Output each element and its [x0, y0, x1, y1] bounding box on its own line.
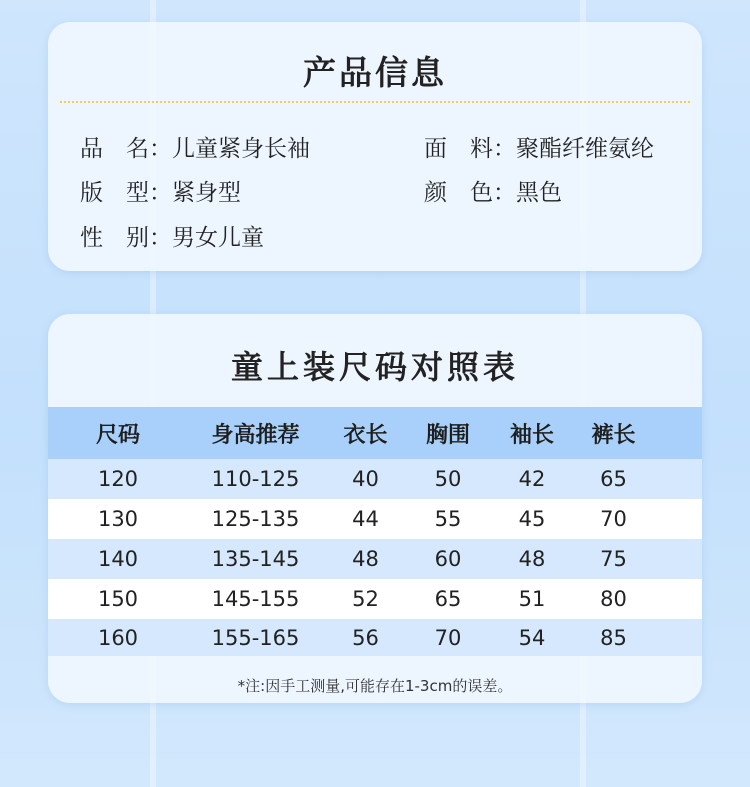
header-height: 身高推荐	[211, 422, 300, 448]
table-cell: 145-155	[211, 587, 300, 611]
table-cell: 48	[518, 547, 546, 571]
table-cell: 130	[97, 507, 139, 531]
table-cell: 45	[518, 507, 546, 531]
spec-separator: ：	[149, 180, 172, 206]
table-cell: 135-145	[211, 547, 300, 571]
spec-label: 颜 色	[424, 180, 493, 206]
table-spacer	[651, 459, 702, 499]
header-spacer	[651, 407, 702, 459]
table-spacer	[651, 539, 702, 579]
table-cell: 65	[434, 587, 462, 611]
header-pants: 裤长	[591, 422, 636, 448]
header-chest: 胸围	[425, 422, 470, 448]
spec-label: 面 料	[424, 136, 493, 162]
table-row	[48, 539, 702, 579]
header-size: 尺码	[95, 422, 140, 448]
spec-gender	[80, 219, 264, 252]
table-header-row	[48, 407, 702, 459]
spec-separator: ：	[493, 180, 516, 206]
table-cell: 56	[352, 625, 379, 650]
table-row	[48, 499, 702, 539]
table-cell: 140	[97, 547, 139, 571]
product-info-card	[48, 22, 702, 271]
table-cell: 55	[434, 507, 462, 531]
table-spacer	[651, 619, 702, 656]
table-cell: 60	[434, 547, 462, 571]
spec-fit	[80, 174, 241, 207]
header-sleeve: 袖长	[509, 422, 554, 448]
spec-separator: ：	[493, 136, 516, 162]
spec-name	[80, 130, 310, 163]
table-cell: 80	[600, 587, 627, 611]
spec-fabric	[424, 130, 654, 163]
header-length: 衣长	[343, 422, 388, 448]
spec-value: 聚酯纤维氨纶	[516, 136, 654, 162]
table-cell: 110-125	[211, 467, 300, 491]
table-cell: 85	[600, 625, 627, 650]
table-cell: 120	[97, 467, 139, 491]
table-spacer	[651, 579, 702, 619]
spec-value: 黑色	[516, 180, 562, 206]
dotted-divider	[60, 101, 690, 103]
spec-value: 紧身型	[172, 180, 241, 206]
size-chart-card	[48, 314, 702, 703]
table-row	[48, 619, 702, 656]
size-chart-title: 童上装尺码对照表	[230, 348, 519, 386]
spec-label: 品 名	[80, 136, 149, 162]
table-cell: 65	[600, 467, 627, 491]
product-info-title: 产品信息	[303, 53, 447, 92]
table-spacer	[651, 499, 702, 539]
table-cell: 42	[518, 467, 546, 491]
table-row	[48, 459, 702, 499]
table-cell: 125-135	[211, 507, 300, 531]
table-cell: 70	[434, 625, 462, 650]
table-cell: 44	[352, 507, 379, 531]
size-table	[48, 407, 702, 656]
table-row	[48, 579, 702, 619]
table-cell: 52	[352, 587, 379, 611]
table-cell: 51	[518, 587, 546, 611]
table-cell: 160	[97, 625, 139, 650]
spec-label: 版 型	[80, 180, 149, 206]
spec-value: 儿童紧身长袖	[172, 136, 310, 162]
table-cell: 54	[518, 625, 546, 650]
table-cell: 155-165	[211, 625, 300, 650]
spec-color	[424, 174, 562, 207]
spec-value: 男女儿童	[172, 225, 264, 251]
table-cell: 75	[600, 547, 627, 571]
spec-separator: ：	[149, 136, 172, 162]
table-cell: 150	[97, 587, 139, 611]
table-cell: 50	[434, 467, 462, 491]
table-cell: 70	[600, 507, 627, 531]
table-cell: 40	[352, 467, 379, 491]
spec-label: 性 别	[80, 225, 149, 251]
spec-separator: ：	[149, 225, 172, 251]
table-cell: 48	[352, 547, 379, 571]
measurement-note: *注:因手工测量,可能存在1-3cm的误差。	[237, 677, 513, 695]
